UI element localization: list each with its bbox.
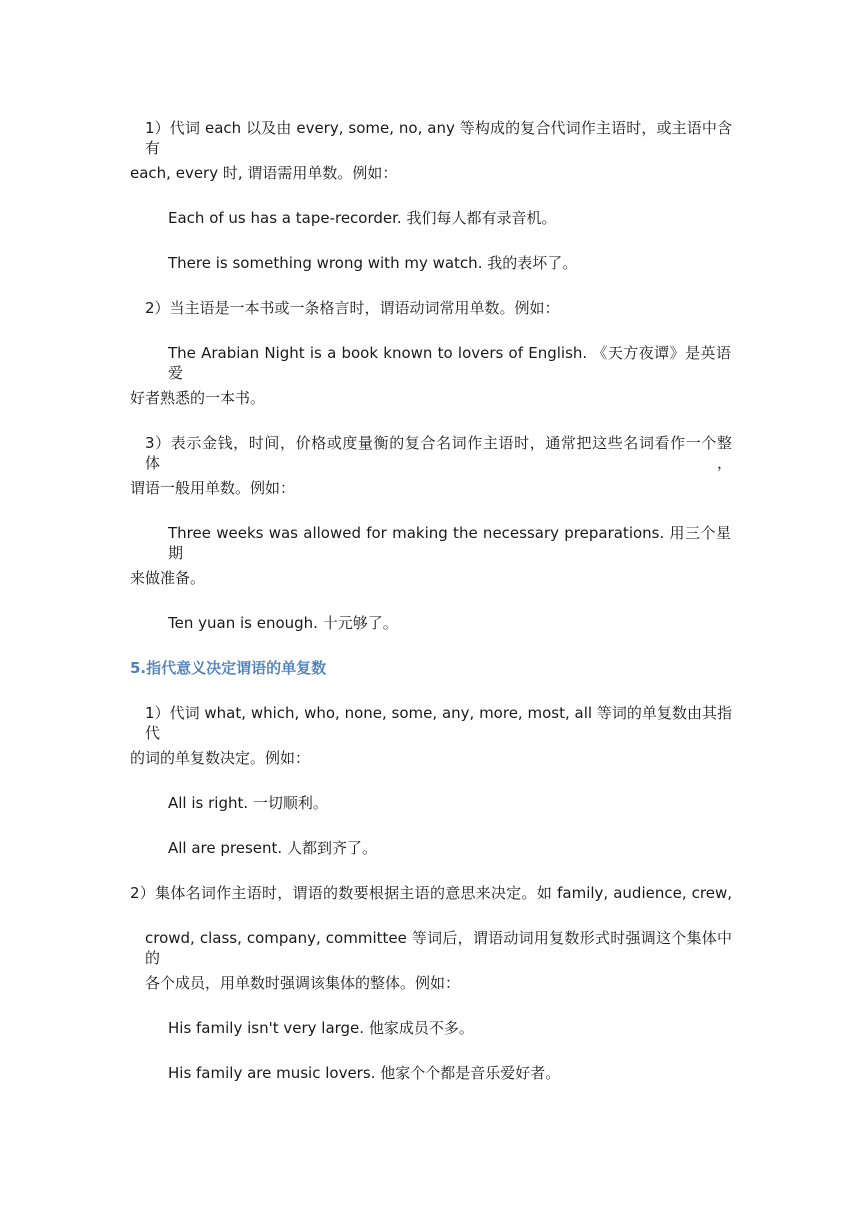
rule-2-line-1: 2）当主语是一本书或一条格言时，谓语动词常用单数。例如： [145, 299, 560, 317]
rule-5-line-1: 2）集体名词作主语时，谓语的数要根据主语的意思来决定。如 family, audience, crew, [130, 884, 732, 902]
example-line: All are present. 人都到齐了。 [168, 839, 377, 857]
example-line: Ten yuan is enough. 十元够了。 [168, 614, 398, 632]
example-line: His family are music lovers. 他家个个都是音乐爱好者。 [168, 1064, 561, 1082]
example-line: The Arabian Night is a book known to lovers of English. 《天方夜谭》是英语爱 [168, 344, 731, 382]
example-line: All is right. 一切顺利。 [168, 794, 328, 812]
rule-5-line-3: 各个成员，用单数时强调该集体的整体。例如： [145, 974, 461, 992]
rule-3-line-1: 3）表示金钱，时间，价格或度量衡的复合名词作主语时，通常把这些名词看作一个整体， [145, 434, 732, 472]
rule-4-line-1: 1）代词 what, which, who, none, some, any, more, most, all 等词的单复数由其指代 [145, 704, 732, 742]
example-line-continued: 来做准备。 [130, 569, 206, 587]
rule-5-line-2: crowd, class, company, committee 等词后，谓语动词用复数形式时强调这个集体中的 [145, 929, 732, 967]
example-line: Three weeks was allowed for making the necessary preparations. 用三个星期 [168, 524, 731, 562]
example-line: There is something wrong with my watch. 我的表坏了。 [168, 254, 578, 272]
rule-1-line-2: each, every 时, 谓语需用单数。例如： [130, 164, 398, 182]
example-line: His family isn't very large. 他家成员不多。 [168, 1019, 474, 1037]
section-heading: 5.指代意义决定谓语的单复数 [130, 659, 327, 677]
rule-3-line-2: 谓语一般用单数。例如： [130, 479, 296, 497]
rule-4-line-2: 的词的单复数决定。例如： [130, 749, 311, 767]
rule-1-line-1: 1）代词 each 以及由 every, some, no, any 等构成的复合代词作主语时，或主语中含有 [145, 119, 732, 157]
example-line: Each of us has a tape-recorder. 我们每人都有录音机。 [168, 209, 557, 227]
example-line-continued: 好者熟悉的一本书。 [130, 389, 266, 407]
